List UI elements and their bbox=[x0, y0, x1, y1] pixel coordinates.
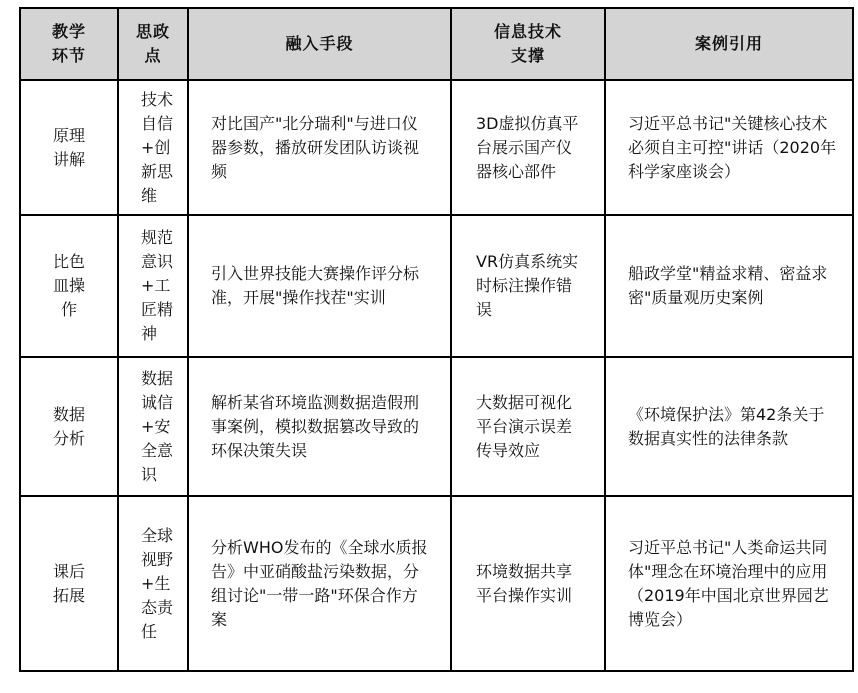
cell-case bbox=[605, 496, 853, 671]
header-point bbox=[118, 8, 188, 80]
cell-point-text: 数据诚信+安全意识 bbox=[141, 368, 174, 484]
header-method bbox=[188, 8, 451, 80]
table-row bbox=[20, 357, 853, 496]
cell-case bbox=[605, 215, 853, 357]
cell-stage bbox=[20, 215, 118, 357]
cell-tech-text: 大数据可视化平台演示误差传导效应 bbox=[476, 392, 573, 460]
cell-stage bbox=[20, 80, 118, 215]
table-row bbox=[20, 80, 853, 215]
table-row bbox=[20, 215, 853, 357]
cell-tech bbox=[451, 80, 605, 215]
cell-method-text: 解析某省环境监测数据造假刑事案例，模拟数据篡改导致的环保决策失误 bbox=[211, 392, 420, 460]
cell-stage-text: 比色皿操作 bbox=[52, 252, 85, 319]
cell-point bbox=[118, 80, 188, 215]
cell-tech-text: VR仿真系统实时标注操作错误 bbox=[476, 252, 579, 319]
header-case-label: 案例引用 bbox=[694, 34, 763, 53]
cell-method bbox=[188, 357, 451, 496]
cell-method-text: 引入世界技能大赛操作评分标准，开展"操作找茬"实训 bbox=[211, 264, 420, 307]
cell-point-text: 规范意识+工匠精神 bbox=[141, 228, 174, 343]
cell-stage-text: 课后拓展 bbox=[52, 561, 85, 605]
header-tech-label: 信息技术支撑 bbox=[493, 22, 562, 65]
header-point-label: 思政点 bbox=[135, 22, 170, 65]
ideological-teaching-table bbox=[19, 7, 854, 672]
cell-method-text: 分析WHO发布的《全球水质报告》中亚硝酸盐污染数据，分组讨论"一带一路"环保合作方案 bbox=[211, 537, 428, 629]
cell-point-text: 技术自信+创新思维 bbox=[141, 89, 174, 205]
cell-point-text: 全球视野+生态责任 bbox=[141, 525, 174, 641]
header-case bbox=[605, 8, 853, 80]
header-stage bbox=[20, 8, 118, 80]
cell-method bbox=[188, 215, 451, 357]
cell-stage bbox=[20, 496, 118, 671]
cell-point bbox=[118, 496, 188, 671]
cell-method bbox=[188, 80, 451, 215]
cell-tech-text: 环境数据共享平台操作实训 bbox=[476, 561, 573, 605]
cell-tech bbox=[451, 496, 605, 671]
cell-case-text: 习近平总书记"关键核心技术必须自主可控"讲话（2020年科学家座谈会） bbox=[628, 113, 837, 181]
table-container bbox=[19, 7, 854, 672]
cell-tech-text: 3D虚拟仿真平台展示国产仪器核心部件 bbox=[476, 113, 579, 181]
cell-point bbox=[118, 357, 188, 496]
cell-case bbox=[605, 357, 853, 496]
cell-stage-text: 数据分析 bbox=[52, 404, 85, 448]
header-stage-label: 教学环节 bbox=[51, 22, 86, 65]
cell-tech bbox=[451, 215, 605, 357]
header-method-label: 融入手段 bbox=[285, 34, 354, 53]
cell-method-text: 对比国产"北分瑞利"与进口仪器参数，播放研发团队访谈视频 bbox=[211, 113, 420, 181]
cell-stage bbox=[20, 357, 118, 496]
cell-tech bbox=[451, 357, 605, 496]
cell-point bbox=[118, 215, 188, 357]
cell-method bbox=[188, 496, 451, 671]
cell-stage-text: 原理讲解 bbox=[52, 125, 85, 169]
cell-case-text: 船政学堂"精益求精、密益求密"质量观历史案例 bbox=[628, 264, 828, 307]
table-row bbox=[20, 496, 853, 671]
header-row bbox=[20, 8, 853, 80]
cell-case-text: 习近平总书记"人类命运共同体"理念在环境治理中的应用（2019年中国北京世界园艺博览会） bbox=[628, 537, 829, 629]
cell-case bbox=[605, 80, 853, 215]
header-tech bbox=[451, 8, 605, 80]
cell-case-text: 《环境保护法》第42条关于数据真实性的法律条款 bbox=[628, 404, 825, 448]
